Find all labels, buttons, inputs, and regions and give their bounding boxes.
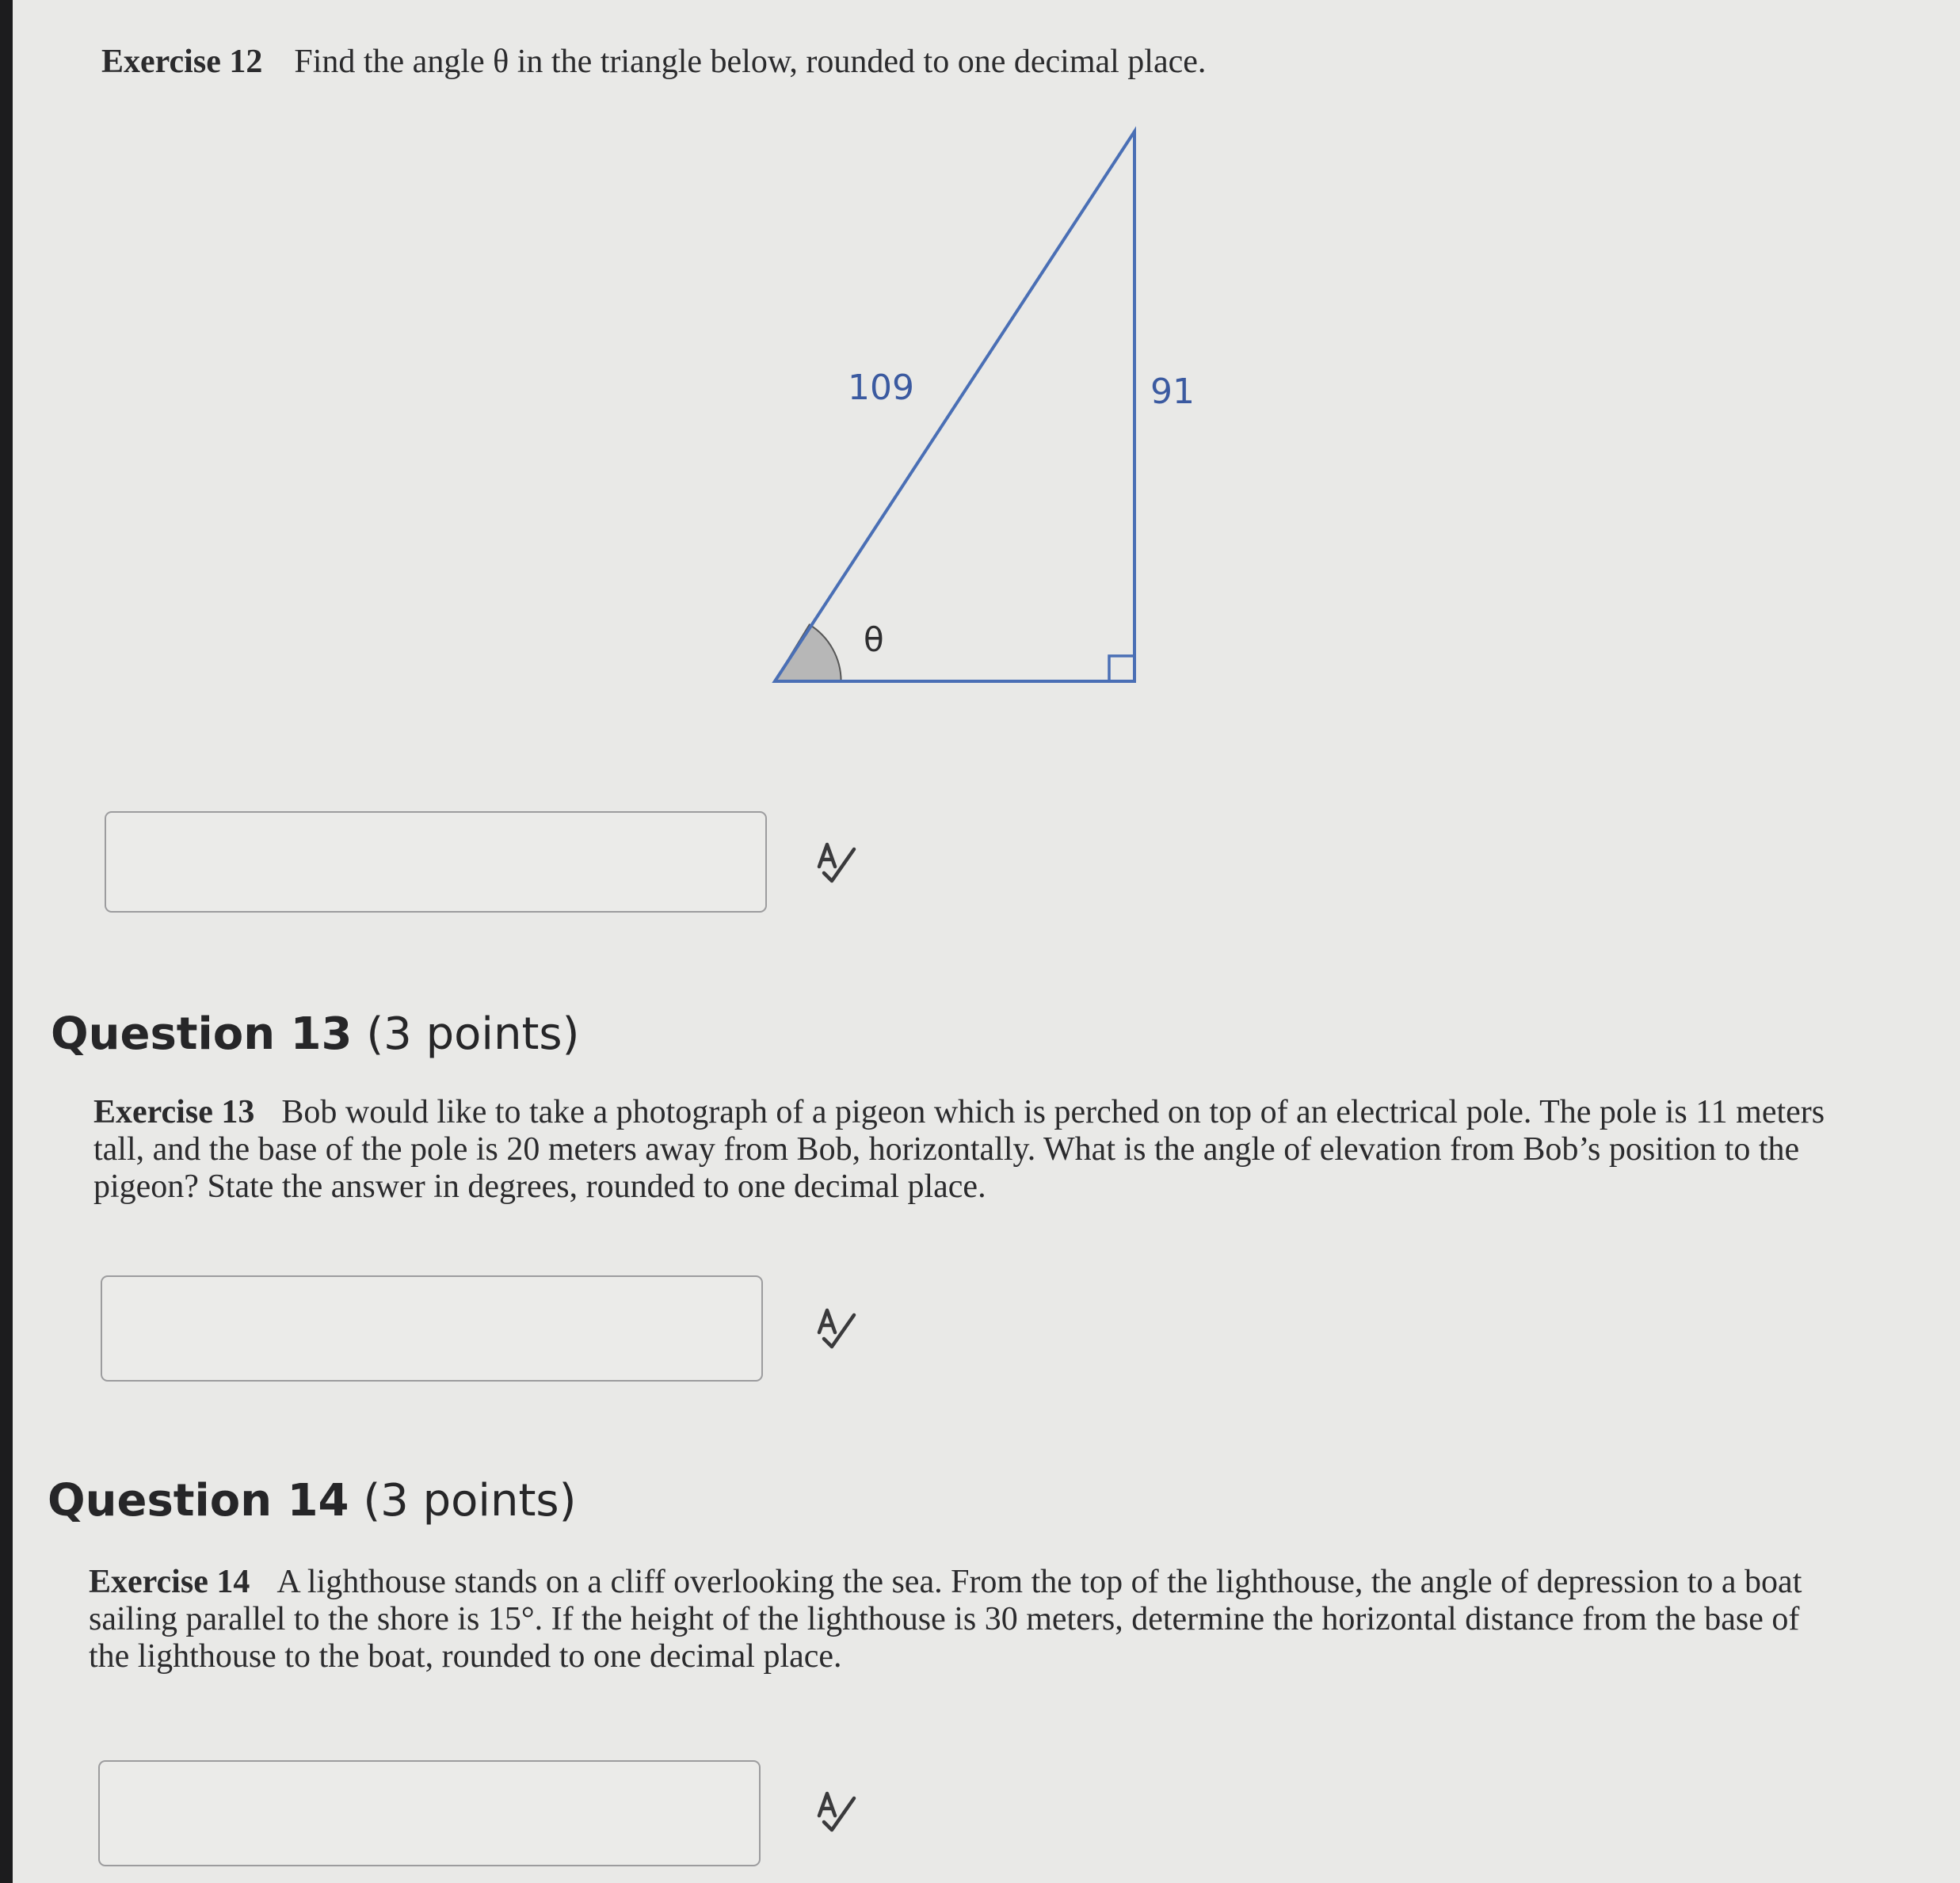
exercise-14-text: A lighthouse stands on a cliff overlooking the sea. From the top of the lighthouse, the angle of depression to a boat sailing parallel to the shore is 15°. If the height of the lighthouse is 30 meters, determine the horizontal distance from the base of the lighthouse to the boat, rounded to one decimal place.: [89, 1564, 1802, 1675]
question-14-points: (3 points): [363, 1475, 577, 1527]
screen-bezel: [0, 0, 13, 1883]
exercise-13-label: Exercise 13: [93, 1094, 255, 1130]
spell-check-icon[interactable]: [813, 1304, 862, 1353]
question-13-title: Question 13: [51, 1008, 353, 1060]
triangle-outline: [775, 132, 1134, 681]
right-triangle-diagram: [761, 119, 1204, 705]
spell-check-icon[interactable]: [813, 1787, 862, 1836]
right-angle-marker: [1109, 656, 1134, 681]
exercise-12-text: Find the angle θ in the triangle below, rounded to one decimal place.: [294, 44, 1207, 80]
exercise-14-label: Exercise 14: [89, 1564, 250, 1600]
exercise-13-prompt: [93, 1094, 1862, 1206]
hypotenuse-label: 109: [848, 368, 914, 408]
answer-input-q12[interactable]: [105, 811, 767, 913]
spell-check-icon[interactable]: [813, 838, 862, 887]
question-13-points: (3 points): [366, 1008, 580, 1060]
exercise-12-label: Exercise 12: [101, 44, 263, 80]
question-13-heading: [51, 1008, 579, 1061]
opposite-side-label: 91: [1150, 372, 1195, 412]
question-14-heading: [48, 1475, 576, 1527]
answer-input-q13[interactable]: [101, 1275, 763, 1382]
answer-input-q14[interactable]: [98, 1760, 761, 1866]
exercise-14-prompt: [89, 1564, 1832, 1675]
angle-theta-label: θ: [864, 620, 884, 659]
question-14-title: Question 14: [48, 1475, 349, 1527]
exercise-13-text: Bob would like to take a photograph of a pigeon which is perched on top of an electrical pole. The pole is 11 meters tall, and the base of the pole is 20 meters away from Bob, horizontally. What is the angle of elevation from Bob’s position to the pigeon? State the answer in degrees, rounded to one decimal place.: [93, 1094, 1825, 1205]
exercise-12-prompt: [101, 43, 1206, 81]
